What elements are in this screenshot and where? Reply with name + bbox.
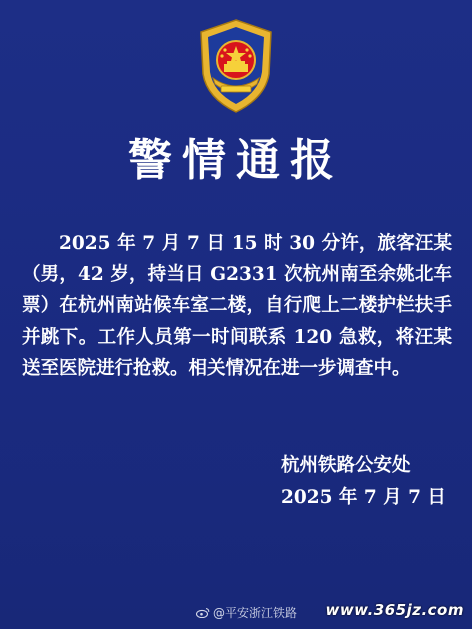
signature-block	[281, 450, 446, 514]
notice-title: 警情通报	[128, 135, 344, 186]
issuer-name: 杭州铁路公安处	[281, 455, 411, 476]
police-emblem-icon	[191, 18, 281, 114]
issue-date: 2025 年 7 月 7 日	[281, 487, 446, 508]
weibo-logo-icon	[196, 607, 210, 618]
weibo-watermark	[196, 604, 297, 621]
notice-body: 2025 年 7 月 7 日 15 时 30 分许，旅客汪某（男，42 岁，持当日 G2331 次杭州南至余姚北车票）在杭州南站候车室二楼，自行爬上二楼护栏扶手并跳下。工作人员第一时间联系 120 急救，将汪某送至医院进行抢救。相关情况在进一步调查中。	[22, 233, 452, 379]
site-watermark: www.365jz.com	[325, 601, 464, 619]
watermark-text: @平安浙江铁路	[213, 606, 298, 620]
